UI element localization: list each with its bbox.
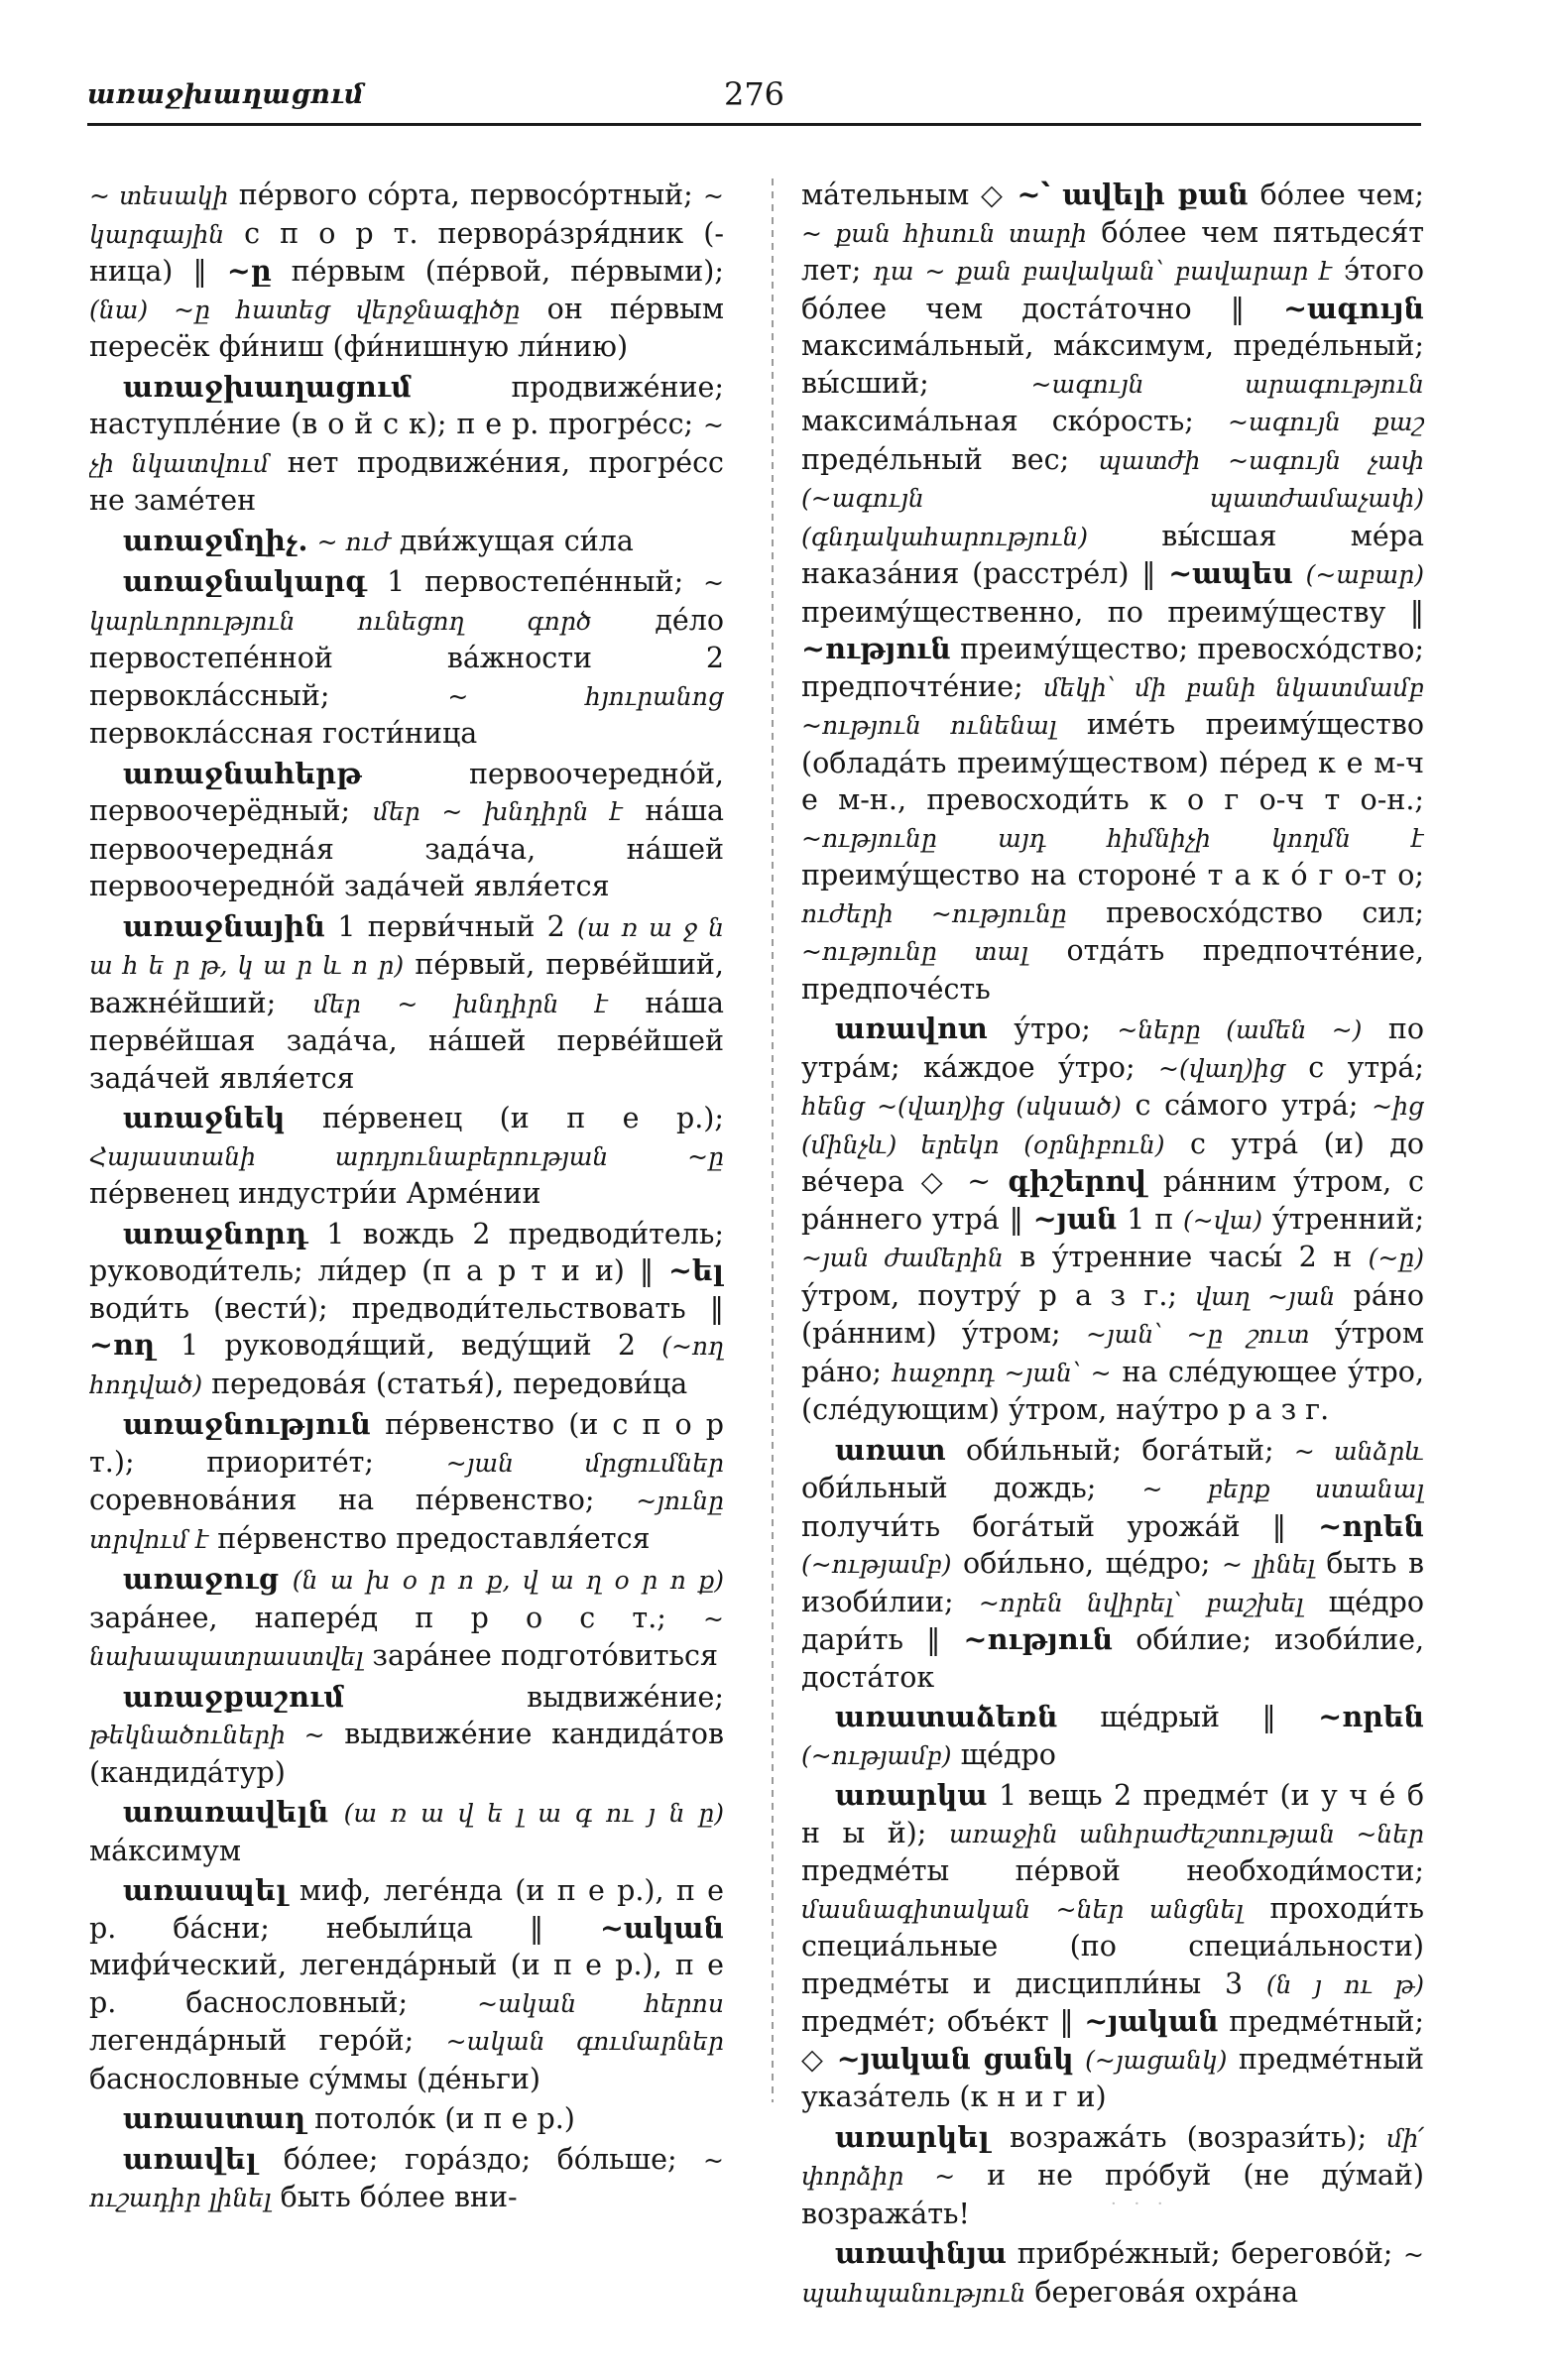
armenian-example: թեկնածուների ~ (89, 1721, 325, 1749)
armenian-example: դա ~ քան բավական՝ բավարար է (873, 257, 1332, 286)
derived-form: ~ություն (963, 1622, 1114, 1656)
headword: առաջքաշում (123, 1679, 345, 1714)
page-number: 276 (723, 75, 785, 113)
armenian-example: ~ քան հիսուն տարի (801, 218, 1087, 248)
derived-form: ~որեն (1318, 1700, 1424, 1733)
derived-form: ~ող (89, 1328, 155, 1362)
armenian-example: (ն յ ու թ) (1265, 1969, 1424, 1999)
russian-gloss: на сле́дующее у́тро, (сле́дующим) у́тром, нау́тро р а з г. (801, 1355, 1424, 1426)
dictionary-entry (89, 1794, 724, 1869)
armenian-example: ~ պահպանություն (801, 2240, 1424, 2308)
russian-gloss: с утра́; (1308, 1050, 1424, 1084)
russian-gloss: превосхо́дство сил; (1106, 895, 1424, 929)
headword: առատ (835, 1432, 946, 1467)
russian-gloss: проходи́ть специа́льные (по специа́льности) предме́ты и дисципли́ны 3 (801, 1891, 1424, 2000)
russian-gloss: у́тро; (1014, 1012, 1091, 1045)
russian-gloss: потоло́к (и п е р.) (314, 2102, 575, 2135)
dictionary-entry (89, 2100, 724, 2138)
dictionary-entry (801, 2235, 1424, 2312)
russian-gloss: оби́льный; бога́тый; (965, 1433, 1274, 1467)
russian-gloss: ма́ксимум (89, 1834, 242, 1867)
headword: առաջնություն (123, 1407, 372, 1441)
derived-form: ~ական (600, 1910, 724, 1945)
headword: առարկել (835, 2119, 990, 2154)
headword: առաջնային (123, 908, 326, 943)
russian-gloss: оби́льно, ще́дро; (962, 1547, 1211, 1580)
armenian-example: ~ական գումարներ (445, 2027, 724, 2056)
dictionary-entry (801, 1777, 1424, 2116)
russian-gloss: бо́лее чем; (1259, 178, 1424, 211)
russian-gloss: с утра́ (и) до ве́чера ◇ ~ (801, 1127, 1424, 1198)
armenian-example: ~ չի նկատվում (89, 411, 724, 478)
russian-gloss: соревнова́ния на пе́рвенство; (89, 1484, 595, 1516)
dictionary-entry (89, 1406, 724, 1558)
russian-gloss: максима́льный, ма́ксимум, преде́льный; вы́сший; (801, 329, 1424, 400)
derived-form: ~որեն (1318, 1508, 1424, 1543)
russian-gloss: на́ша первоочередна́я зада́ча, на́шей первоочередно́й зада́чей явля́ется (89, 794, 724, 902)
russian-gloss: име́ть преиму́щество (облада́ть преиму́ществом) пе́ред к е м-ч е м-н., превосходи́ть к о г о-ч т о-н.; (801, 708, 1424, 816)
armenian-example: ~ հյուրանոց (447, 681, 724, 711)
russian-gloss: предме́ты пе́рвой необходи́мости; (801, 1854, 1424, 1887)
russian-gloss: 1 вождь 2 предводи́тель; руководи́тель; ли́дер (п а р т и и) ‖ (89, 1217, 724, 1287)
derived-form: ~յական ցանկ (836, 2041, 1074, 2076)
armenian-example: ~ կարևորություն ունեցող գործ (89, 568, 724, 636)
russian-gloss: пе́рвым (пе́рвой, пе́рвыми); (291, 255, 724, 288)
dictionary-entry (89, 908, 724, 1098)
armenian-example: ~յունը տրվում է (89, 1487, 724, 1554)
dictionary-entry (89, 1100, 724, 1213)
armenian-example: (~աբար) (1305, 560, 1424, 589)
armenian-example: ~ տեսակի (89, 181, 229, 210)
armenian-example: (~ությամբ) (801, 1550, 952, 1579)
dictionary-entry (89, 1679, 724, 1792)
armenian-example: (~ը) (1368, 1244, 1424, 1272)
armenian-example: ~ությունը այդ հիմնիչի կողմն է (801, 823, 1424, 853)
russian-gloss: прибре́жный; берегово́й; (1017, 2237, 1393, 2270)
russian-gloss: быть в изоби́лии; (801, 1547, 1424, 1618)
headword: առաջուց (123, 1562, 280, 1596)
russian-gloss: оби́льный дождь; (801, 1472, 1097, 1504)
russian-gloss: преиму́щество на стороне́ т а к о́ г о-т о; (801, 859, 1424, 892)
dictionary-entry (801, 1432, 1424, 1697)
dictionary-entry (801, 177, 1424, 1008)
derived-form: ~ություն (801, 632, 951, 665)
armenian-example: (~ությամբ) (801, 1740, 952, 1770)
running-head: առաջխաղացում (87, 79, 365, 110)
russian-gloss: быть бо́лее вни- (280, 2181, 518, 2213)
armenian-example: մեր ~ խնդիրն է (372, 797, 623, 826)
headword: առաջխաղացում (123, 369, 412, 404)
russian-gloss: ра́нним у́тром, с ра́ннего утра́ ‖ (801, 1165, 1424, 1236)
russian-gloss: пе́рвенец (и п е р.); (321, 1102, 724, 1134)
russian-gloss: продвиже́ние; наступле́ние (в о й с к); п е р. прогре́сс; (89, 370, 724, 440)
armenian-example: (ն ա խ օ ր ո ք, վ ա ղ օ ր ո ք) (292, 1566, 724, 1595)
armenian-example: (~յացանկ) (1085, 2045, 1228, 2075)
dictionary-entry (89, 563, 724, 753)
armenian-example: ~ական հերոս (477, 1988, 724, 2018)
armenian-example: ~ լինել (1221, 1550, 1315, 1579)
armenian-example: ~ նախապատրաստվել (89, 1604, 724, 1671)
russian-gloss: на́ша перве́йшая зада́ча, на́шей перве́йшей зада́чей явля́ется (89, 986, 724, 1095)
russian-gloss: по утра́м; ка́ждое у́тро; (801, 1012, 1424, 1084)
russian-gloss: берегова́я охра́на (1034, 2275, 1299, 2309)
dictionary-entry (89, 2141, 724, 2217)
headword: առավոտ (835, 1012, 988, 1045)
armenian-example: ~յան՝ ~ը շուտ (1085, 1320, 1310, 1349)
headword: առաջնահերթ (123, 756, 363, 790)
russian-gloss: миф, леге́нда (и п е р.), п е р. ба́сни; небыли́ца ‖ (89, 1874, 724, 1945)
header-rule (87, 123, 1421, 126)
russian-gloss: ще́дро (960, 1737, 1056, 1771)
headword: առատաձեռն (835, 1700, 1058, 1733)
armenian-example: հենց ~(վաղ)ից (սկսած) (801, 1092, 1122, 1121)
armenian-example: մեր ~ խնդիրն է (312, 989, 608, 1018)
armenian-example: ~յան ժամերին (801, 1244, 1004, 1272)
russian-gloss: с са́мого утра́; (1135, 1089, 1359, 1122)
armenian-example: ~ ուշադիր լինել (89, 2145, 724, 2212)
armenian-example: մեկի՝ մի բանի նկատմամբ ~ություն ունենալ (801, 672, 1424, 740)
russian-gloss: преиму́щественно, по преиму́ществу ‖ (801, 595, 1424, 629)
column-divider (772, 178, 774, 2102)
armenian-example: ~(վաղ)ից (1158, 1053, 1285, 1083)
russian-gloss: легенда́рный геро́й; (89, 2024, 415, 2057)
derived-form: ~յան (1032, 1201, 1118, 1236)
russian-gloss: води́ть (вести́); предводи́тельствовать ‖ (89, 1291, 724, 1325)
russian-gloss: получи́ть бога́тый урожа́й ‖ (801, 1509, 1287, 1543)
russian-gloss: передова́я (статья́), передови́ца (211, 1367, 688, 1400)
armenian-example: ~ կարգային (89, 181, 724, 249)
armenian-example: ~ությունը տալ (801, 937, 1028, 966)
russian-gloss: э́того бо́лее чем доста́точно ‖ (801, 254, 1424, 325)
russian-gloss: вы́сшая ме́ра наказа́ния (расстре́л) ‖ (801, 519, 1424, 590)
armenian-example: (ա ռ ա վ ե լ ա գ ու յ ն ը) (343, 1799, 724, 1828)
russian-gloss: у́тренний; (1271, 1202, 1424, 1236)
armenian-example: մասնագիտական ~ներ անցնել (801, 1894, 1244, 1924)
dictionary-entry (801, 1011, 1424, 1429)
armenian-example: (ա ռ ա ջ ն ա հ ե ր թ, կ ա ր և ո ր) (89, 912, 724, 980)
russian-gloss: ра́но (ра́нним) у́тром; (801, 1278, 1424, 1350)
russian-gloss: пе́рвый, перве́йший, важне́йший; (89, 948, 724, 1019)
headword: առաջնորդ (123, 1216, 308, 1250)
dictionary-entry (89, 1561, 724, 1676)
headword: առաջնեկ (123, 1101, 286, 1134)
derived-form: ~յական (1084, 2004, 1219, 2038)
derived-form: գիշերով (1008, 1164, 1146, 1198)
armenian-example: վաղ ~յան (1195, 1281, 1336, 1311)
russian-gloss: максима́льная ско́рость; (801, 405, 1194, 437)
russian-gloss: первоочередно́й, первоочерёдный; (89, 757, 724, 827)
headword: առառավելն (123, 1795, 329, 1829)
derived-form: ~ը (226, 254, 272, 288)
russian-gloss: 1 перви́чный 2 (337, 909, 565, 943)
russian-gloss: выдвиже́ние кандида́тов (кандида́тур) (89, 1718, 724, 1789)
headword: առափնյա (835, 2236, 1008, 2270)
headword: առաստաղ (123, 2101, 306, 2135)
armenian-example: ~ները (ամեն ~) (1117, 1015, 1363, 1044)
page-header (87, 69, 1421, 119)
russian-gloss: у́тром ра́но; (801, 1317, 1424, 1388)
russian-gloss: баснословные су́ммы (де́ньги) (89, 2062, 541, 2095)
russian-gloss: бо́лее чем пятьдеся́т лет; (801, 215, 1424, 287)
right-column (801, 177, 1424, 2328)
headword: առարկա (835, 1778, 988, 1812)
armenian-example: ~որեն նվիրել՝ բաշխել (978, 1588, 1304, 1617)
armenian-example: մի՛ փորձիր ~ (801, 2123, 1424, 2191)
headword: առավել (123, 2141, 258, 2176)
russian-gloss: выдвиже́ние; (527, 1680, 724, 1714)
armenian-example: ~ բերք ստանալ (1141, 1475, 1424, 1503)
russian-gloss: бо́лее; гора́здо; бо́льше; (283, 2142, 677, 2176)
armenian-example: ~ագույն քաշ (1227, 408, 1424, 436)
russian-gloss: 1 руководя́щий, веду́щий 2 (180, 1329, 636, 1362)
russian-gloss: 1 п (1127, 1202, 1174, 1236)
russian-gloss: с п о р т. первора́зря́дник (-ница) ‖ (89, 216, 724, 288)
dictionary-entry (89, 523, 724, 561)
dictionary-entry (89, 177, 724, 366)
armenian-example: ~ ուժ (316, 527, 391, 556)
russian-gloss: пе́рвенство (и с п о р т.); приорите́т; (89, 1408, 724, 1479)
headword: առաջմղիչ. (123, 523, 308, 557)
russian-gloss: в у́тренние часы́ 2 н (1019, 1241, 1353, 1273)
armenian-example: (~վա) (1183, 1205, 1262, 1235)
russian-gloss: пе́рвенство предоставля́ется (217, 1521, 651, 1555)
armenian-example: առաջին անհրաժեշտության ~ներ (948, 1819, 1424, 1848)
russian-gloss: ма́тельным ◇ (801, 178, 1006, 211)
russian-gloss: оби́лие; изоби́лие, доста́ток (801, 1623, 1424, 1694)
russian-gloss: предме́тный; ◇ (801, 2005, 1424, 2076)
russian-gloss: дви́жущая си́ла (399, 524, 634, 557)
russian-gloss: предме́т; объе́кт ‖ (801, 2005, 1074, 2038)
russian-gloss: первокла́ссная гости́ница (89, 717, 478, 750)
dictionary-entry (801, 2119, 1424, 2233)
print-specks: · · · (1111, 2194, 1169, 2214)
dictionary-entry (89, 756, 724, 905)
russian-gloss: ще́дрый ‖ (1100, 1701, 1276, 1733)
dictionary-entry (89, 1872, 724, 2097)
armenian-example: (~ող հոդված) (89, 1332, 724, 1399)
russian-gloss: у́тром, поутру́ р а з г.; (801, 1278, 1178, 1312)
headword: առասպել (123, 1873, 288, 1907)
russian-gloss: и не про́буй (не ду́май) возража́ть! (801, 2159, 1424, 2230)
left-column (89, 177, 724, 2328)
russian-gloss: пе́рвенец индустри́и Арме́нии (89, 1177, 541, 1210)
dictionary-entry (89, 369, 724, 520)
derived-form: ~՝ ավելի քան (1017, 178, 1249, 211)
russian-gloss: отда́ть предпочте́ние, предпоче́сть (801, 934, 1424, 1006)
armenian-example: պատժի ~ագույն չափ (~ագույն պատժամաչափ) (գնդակահարություն) (801, 445, 1424, 551)
russian-gloss: он пе́рвым пересёк фи́ниш (фи́нишную ли́нию) (89, 292, 724, 363)
russian-gloss: пе́рвого со́рта, первосо́ртный; (238, 178, 693, 211)
russian-gloss: возража́ть (возрази́ть); (1010, 2120, 1368, 2154)
derived-form: ~ապես (1168, 556, 1293, 590)
armenian-example: ~ագույն արագություն (1030, 369, 1424, 399)
russian-gloss: преде́льный вес; (801, 442, 1070, 476)
armenian-example: հաջորդ ~յան՝ ~ (892, 1358, 1112, 1387)
headword: առաջնակարգ (123, 564, 368, 598)
russian-gloss: 1 первостепе́нный; (387, 565, 684, 598)
armenian-example: ~ից (մինչև) երեկո (օրնիբուն) (801, 1092, 1424, 1159)
russian-gloss: мифи́ческий, легенда́рный (и п е р.), п е р. баснословный; (89, 1949, 724, 2019)
russian-gloss: предме́тный указа́тель (к н и г и) (801, 2042, 1424, 2113)
armenian-example: ~ անձրև (1293, 1436, 1424, 1466)
armenian-example: (նա) ~ը հատեց վերջնագիծը (89, 295, 521, 324)
russian-gloss: ще́дро дари́ть ‖ (801, 1585, 1424, 1656)
armenian-example: ~յան մրցումներ (445, 1448, 724, 1478)
russian-gloss: 1 вещь 2 предме́т (и у ч е́ б н ы й); (801, 1779, 1424, 1849)
russian-gloss: нет продвиже́ния, прогре́сс не заме́тен (89, 445, 724, 517)
derived-form: ~ագույն (1283, 291, 1424, 325)
derived-form: ~ել (668, 1253, 724, 1287)
russian-gloss: зара́нее, напере́д п р о с т.; (89, 1601, 666, 1634)
armenian-example: ուժերի ~ությունը (801, 898, 1067, 928)
russian-gloss: де́ло первостепе́нной ва́жности 2 первокла́ссный; (89, 603, 724, 712)
armenian-example: Հայաստանի արդյունաբերության ~ը (89, 1141, 724, 1171)
dictionary-entry (89, 1216, 724, 1404)
dictionary-entry (801, 1699, 1424, 1774)
russian-gloss: преиму́щество; превосхо́дство; предпочте́ние; (801, 633, 1424, 703)
russian-gloss: зара́нее подгото́виться (372, 1639, 718, 1672)
